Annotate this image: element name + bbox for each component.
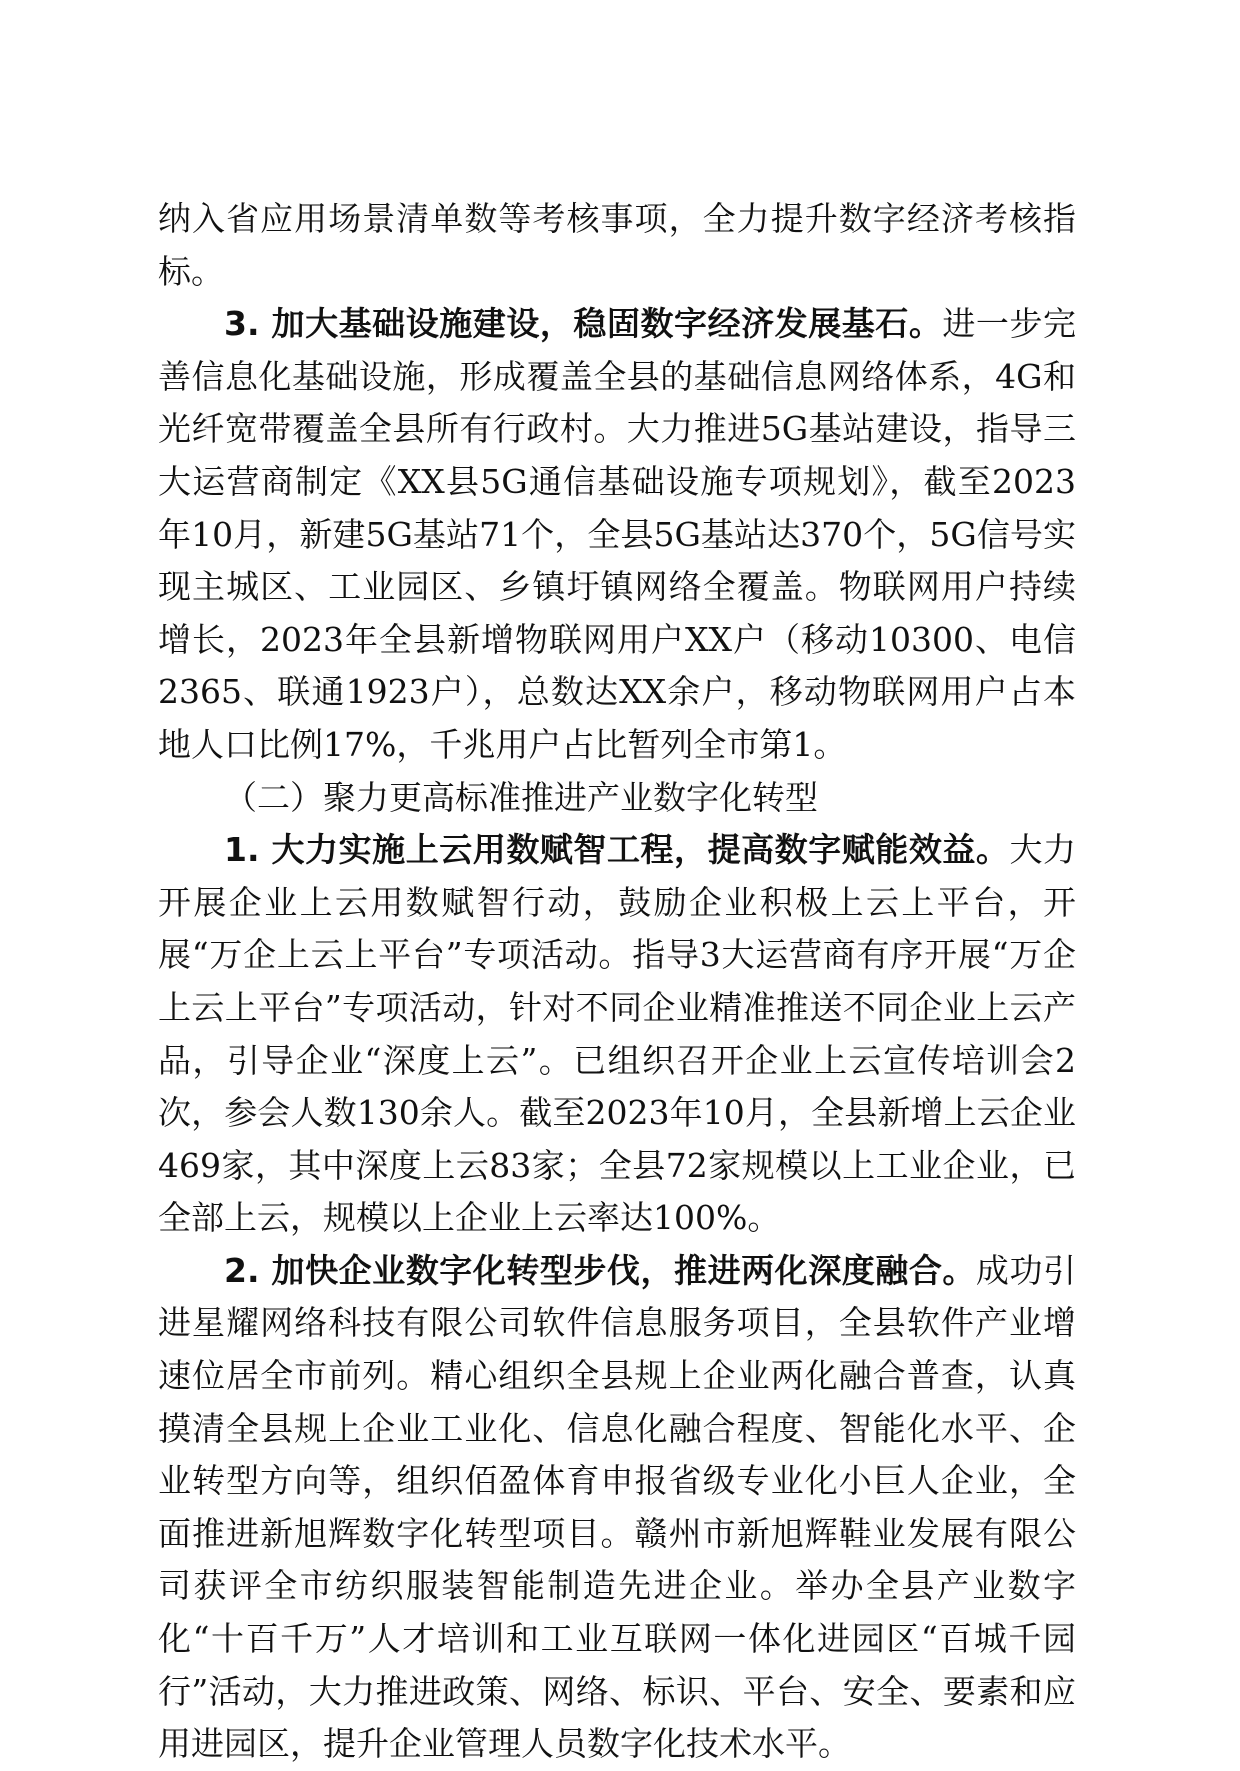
paragraph-lead-heading: 1. 大力实施上云用数赋智工程，提高数字赋能效益。 xyxy=(224,830,1010,870)
paragraph-infrastructure xyxy=(158,298,1076,771)
paragraph-cloud xyxy=(158,824,1076,1245)
paragraph-text: 成功引进星耀网络科技有限公司软件信息服务项目，全县软件产业增速位居全市前列。精心组织全县规上企业两化融合普查，认真摸清全县规上企业工业化、信息化融合程度、智能化水平、企业转型方向等，组织佰盈体育申报省级专业化小巨人企业，全面推进新旭辉数字化转型项目。赣州市新旭辉鞋业发展有限公司获评全市纺织服装智能制造先进企业。举办全县产业数字化“十百千万”人才培训和工业互联网一体化进园区“百城千园行”活动，大力推进政策、网络、标识、平台、安全、要素和应用进园区，提升企业管理人员数字化技术水平。 xyxy=(158,1250,1076,1764)
paragraph-digital-transformation xyxy=(158,1245,1076,1771)
paragraph-lead-heading: 2. 加快企业数字化转型步伐，推进两化深度融合。 xyxy=(224,1250,976,1290)
paragraph-continuation xyxy=(158,193,1076,298)
paragraph-lead-heading: 3. 加大基础设施建设，稳固数字经济发展基石。 xyxy=(224,304,943,344)
paragraph-text: 大力开展企业上云用数赋智行动，鼓励企业积极上云上平台，开展“万企上云上平台”专项活动。指导3大运营商有序开展“万企上云上平台”专项活动，针对不同企业精准推送不同企业上云产品，引导企业“深度上云”。已组织召开企业上云宣传培训会2次，参会人数130余人。截至2023年10月，全县新增上云企业469家，其中深度上云83家；全县72家规模以上工业企业，已全部上云，规模以上企业上云率达100%。 xyxy=(158,830,1076,1238)
paragraph-text: 进一步完善信息化基础设施，形成覆盖全县的基础信息网络体系，4G和光纤宽带覆盖全县所有行政村。大力推进5G基站建设，指导三大运营商制定《XX县5G通信基础设施专项规划》，截至2023年10月，新建5G基站71个，全县5G基站达370个，5G信号实现主城区、工业园区、乡镇圩镇网络全覆盖。物联网用户持续增长，2023年全县新增物联网用户XX户（移动10300、电信2365、联通1923户），总数达XX余户，移动物联网用户占本地人口比例17%，千兆用户占比暂列全市第1。 xyxy=(158,304,1077,764)
section-heading: （二）聚力更高标准推进产业数字化转型 xyxy=(224,777,818,817)
document-body xyxy=(158,193,1076,1771)
paragraph-text: 纳入省应用场景清单数等考核事项，全力提升数字经济考核指标。 xyxy=(158,199,1076,291)
